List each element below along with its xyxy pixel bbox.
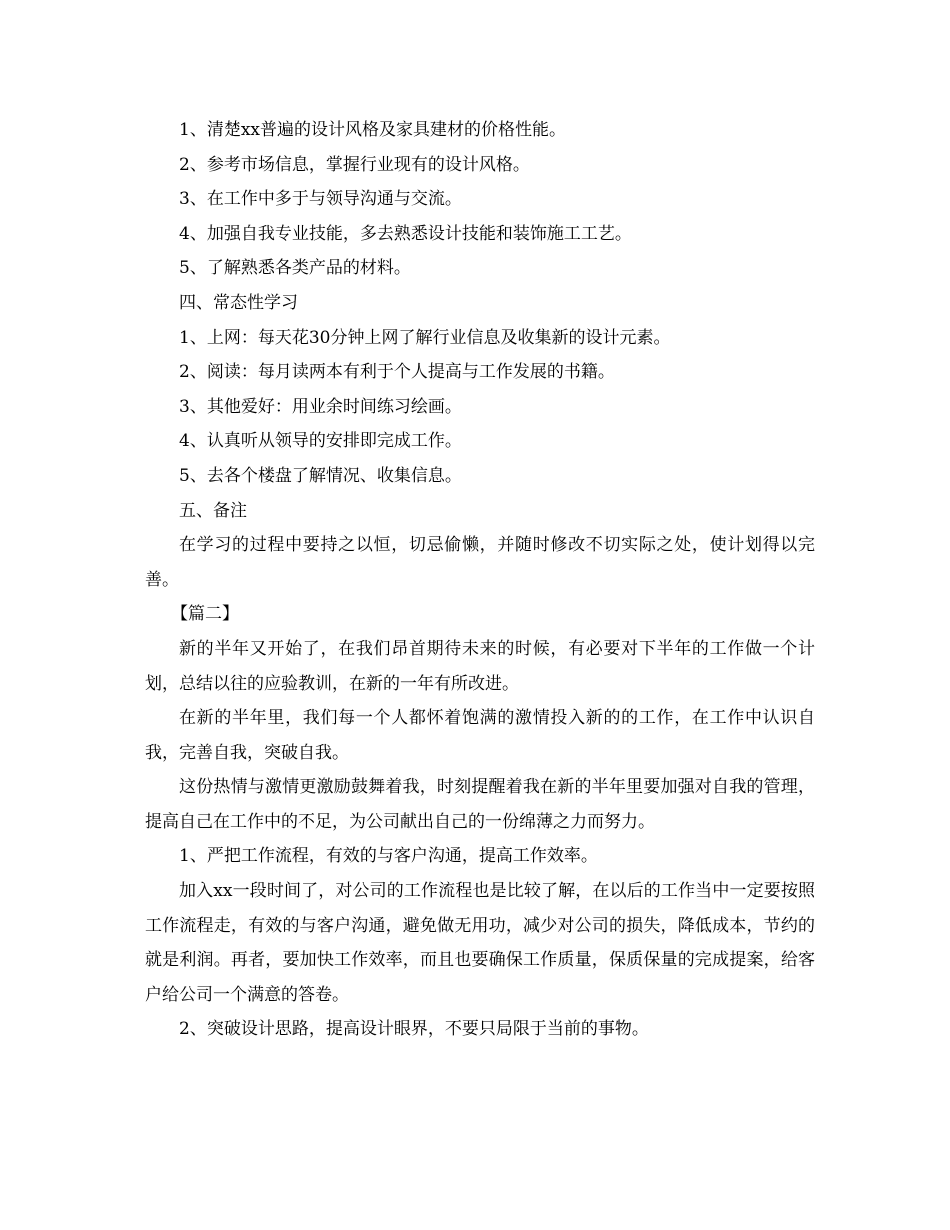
list-item: 3、其他爱好：用业余时间练习绘画。 — [179, 396, 462, 417]
body-paragraph: 加入xx一段时间了，对公司的工作流程也是比较了解，在以后的工作当中一定要按照工作流程走，有效的与客户沟通，避免做无用功，减少对公司的损失，降低成本，节约的就是利润。再者，要加快工作效率，而且也要确保工作质量，保质保量的完成提案，给客户给公司一个满意的答卷。 — [145, 881, 815, 1005]
body-paragraph: 在新的半年里，我们每一个人都怀着饱满的激情投入新的的工作，在工作中认识自我，完善自我，突破自我。 — [145, 708, 815, 763]
list-item: 2、参考市场信息，掌握行业现有的设计风格。 — [179, 154, 530, 175]
list-item: 1、上网：每天花30分钟上网了解行业信息及收集新的设计元素。 — [179, 327, 671, 348]
list-item: 5、去各个楼盘了解情况、收集信息。 — [179, 465, 462, 486]
body-paragraph: 这份热情与激情更激励鼓舞着我，时刻提醒着我在新的半年里要加强对自我的管理，提高自己在工作中的不足，为公司献出自己的一份绵薄之力而努力。 — [145, 777, 815, 832]
list-item: 4、加强自我专业技能，多去熟悉设计技能和装饰施工工艺。 — [179, 223, 632, 244]
section-heading: 五、备注 — [179, 500, 247, 521]
list-item: 2、阅读：每月读两本有利于个人提高与工作发展的书籍。 — [179, 362, 615, 383]
list-item: 2、突破设计思路，提高设计眼界，不要只局限于当前的事物。 — [179, 1019, 649, 1040]
list-item: 1、严把工作流程，有效的与客户沟通，提高工作效率。 — [179, 846, 598, 867]
list-item: 1、清楚xx普遍的设计风格及家具建材的价格性能。 — [179, 120, 566, 140]
list-item: 3、在工作中多于与领导沟通与交流。 — [179, 189, 462, 210]
body-paragraph: 新的半年又开始了，在我们昂首期待未来的时候，有必要对下半年的工作做一个计划，总结以往的应验教训，在新的一年有所改进。 — [145, 638, 815, 694]
body-paragraph: 在学习的过程中要持之以恒，切忌偷懒，并随时修改不切实际之处，使计划得以完善。 — [145, 535, 815, 590]
list-item: 4、认真听从领导的安排即完成工作。 — [179, 431, 462, 452]
list-item: 5、了解熟悉各类产品的材料。 — [179, 258, 411, 279]
section-heading: 四、常态性学习 — [179, 292, 298, 313]
part-heading: 【篇二】 — [171, 604, 239, 625]
document-body — [145, 113, 815, 1047]
